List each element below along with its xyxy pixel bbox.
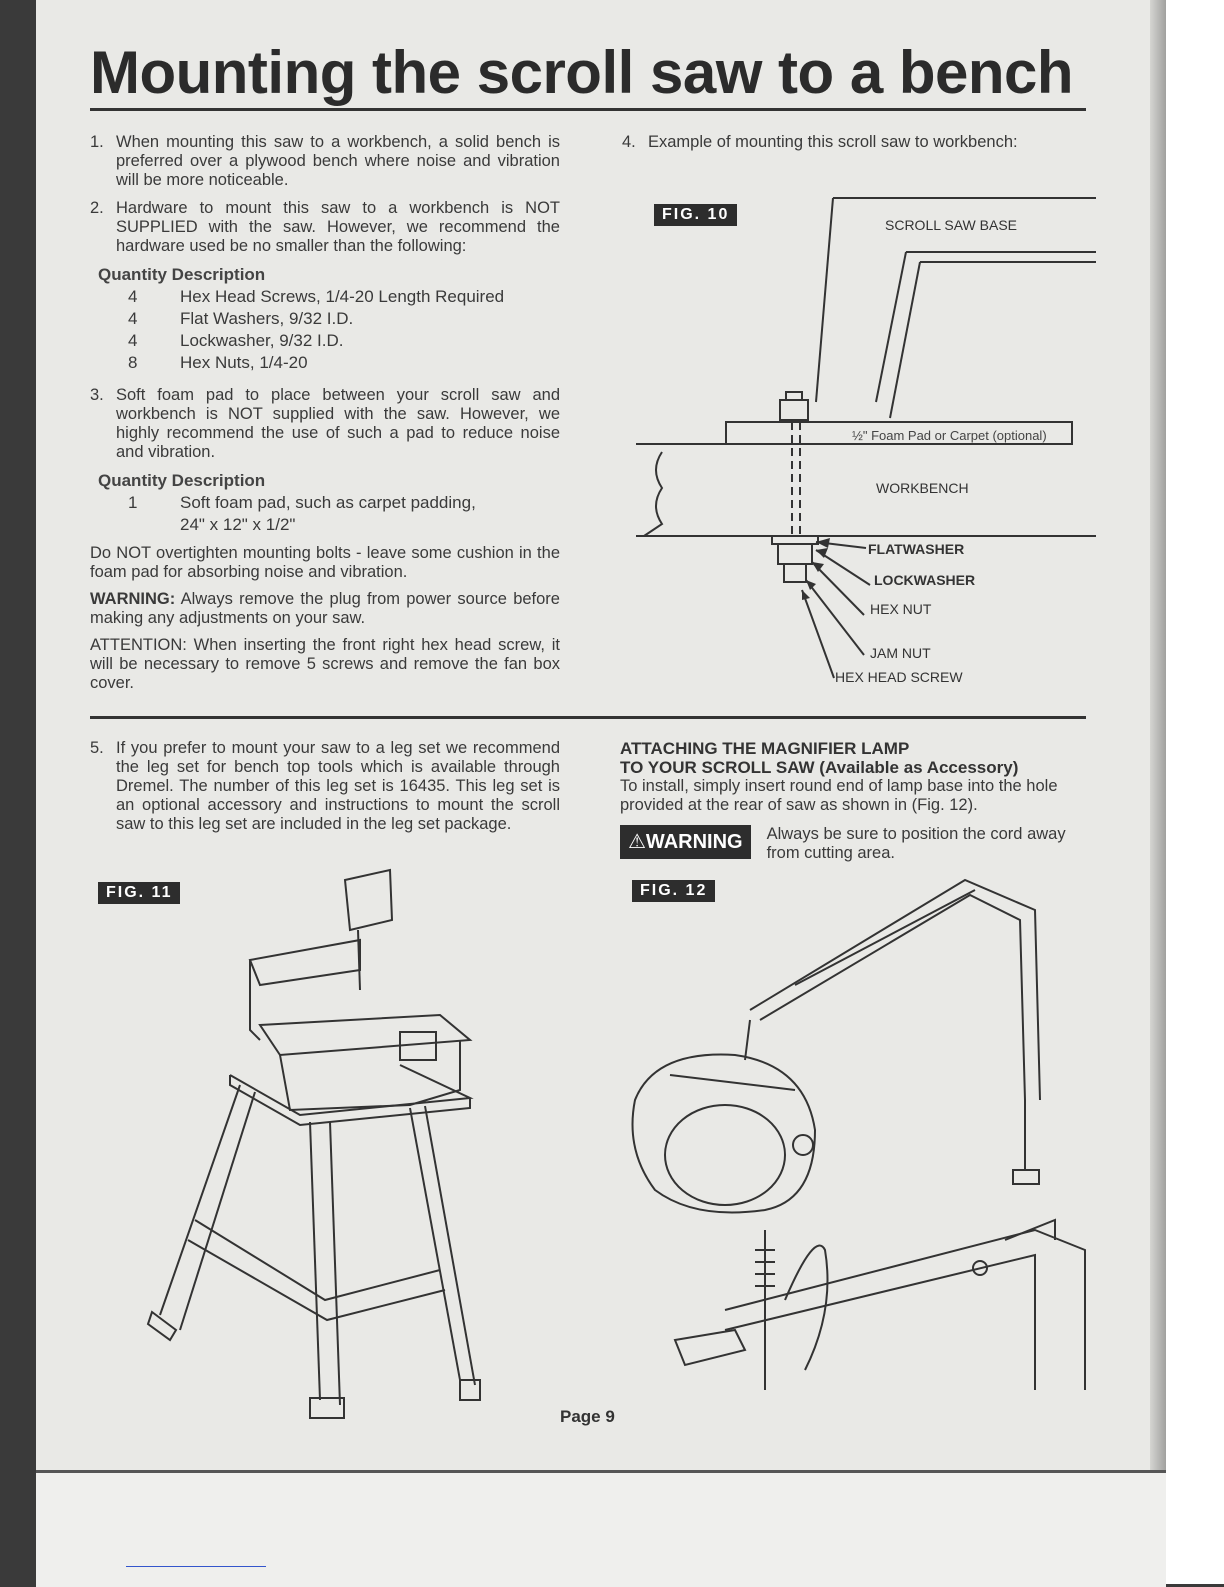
item-5: 5. If you prefer to mount your saw to a leg set we recommend the leg set for bench top tools which is available through Dremel. The number of this leg set is 16435. This leg set is an optional accessory and instructions to mount the scroll saw to this leg set are included in the leg set package. — [90, 739, 560, 833]
lamp-heading-1: ATTACHING THE MAGNIFIER LAMP — [620, 739, 910, 758]
item-5-text: If you prefer to mount your saw to a leg set we recommend the leg set for bench top tools which is available through Dremel. The number of this leg set is 16435. This leg set is an optional accessory and instructions to mount the scroll saw to this leg set are included in the leg set package. — [116, 739, 560, 833]
item-2-text: Hardware to mount this saw to a workbench is NOT SUPPLIED with the saw. However, we recommend the hardware used be no smaller than the following: — [116, 199, 560, 255]
label-flatwasher: FLATWASHER — [868, 541, 965, 557]
fig-10-diagram — [620, 190, 1100, 700]
left-column — [90, 133, 560, 693]
scan-margin — [1166, 0, 1224, 1584]
table-row: 4 Flat Washers, 9/32 I.D. — [128, 309, 354, 328]
table-row: 8 Hex Nuts, 1/4-20 — [128, 353, 308, 372]
table-row: 4 Hex Head Screws, 1/4-20 Length Required — [128, 287, 505, 306]
label-foam-pad: ½" Foam Pad or Carpet (optional) — [852, 428, 1047, 443]
lamp-heading-2: TO YOUR SCROLL SAW (Available as Accessory) — [620, 758, 1019, 777]
overtighten-note: Do NOT overtighten mounting bolts - leave some cushion in the foam pad for absorbing noise and vibration. — [90, 544, 560, 581]
link-underline — [126, 1566, 266, 1567]
warning-badge: ⚠WARNING — [620, 825, 751, 859]
fig-11-leg-set-illustration — [140, 860, 520, 1420]
lamp-warning-text: Always be sure to position the cord away from cutting area. — [766, 825, 1066, 862]
label-scroll-saw-base: SCROLL SAW BASE — [885, 217, 1018, 233]
table-row: 1 Soft foam pad, such as carpet padding, — [128, 493, 476, 512]
list-item-3: 3. Soft foam pad to place between your scroll saw and workbench is NOT supplied with the saw. However, we highly recommend the use of such a pad to reduce noise and vibration. — [90, 386, 560, 461]
table-1-header: Quantity Description — [98, 265, 266, 284]
page-number: Page 9 — [560, 1407, 615, 1426]
magnifier-lamp-section — [620, 739, 1090, 863]
list-item-1: 1. When mounting this saw to a workbench, a solid bench is preferred over a plywood bench where noise and vibration will be more noticeable. — [90, 133, 560, 189]
attention-note: ATTENTION: When inserting the front right hex head screw, it will be necessary to remove 5 screws and remove the fan box cover. — [90, 636, 560, 692]
item-4: 4. Example of mounting this scroll saw to workbench: — [622, 133, 1018, 151]
table-row: 24" x 12" x 1/2" — [180, 515, 296, 534]
list-item-2: 2. Hardware to mount this saw to a workbench is NOT SUPPLIED with the saw. However, we recommend the hardware used be no smaller than the following: — [90, 199, 560, 255]
label-workbench: WORKBENCH — [876, 480, 969, 496]
fig-11-label: FIG. 11 — [98, 882, 180, 904]
fig-10-label: FIG. 10 — [654, 204, 737, 226]
label-hex-head-screw: HEX HEAD SCREW — [835, 669, 963, 685]
item-1-text: When mounting this saw to a workbench, a solid bench is preferred over a plywood bench where noise and vibration will be more noticeable. — [116, 133, 560, 189]
label-lockwasher: LOCKWASHER — [874, 572, 976, 588]
item-3-text: Soft foam pad to place between your scroll saw and workbench is NOT supplied with the saw. However, we highly recommend the use of such a pad to reduce noise and vibration. — [116, 386, 560, 461]
lamp-warning — [620, 825, 1090, 863]
label-jam-nut: JAM NUT — [870, 645, 931, 661]
fig-12-magnifier-lamp-illustration — [615, 870, 1095, 1400]
lamp-install-text: To install, simply insert round end of lamp base into the hole provided at the rear of saw as shown in (Fig. 12). — [620, 777, 1058, 814]
section-divider — [90, 716, 1086, 719]
item-4-text: Example of mounting this scroll saw to workbench: — [648, 133, 1018, 151]
warning-note: WARNING: Always remove the plug from power source before making any adjustments on your saw. — [90, 590, 560, 627]
label-hex-nut: HEX NUT — [870, 601, 932, 617]
fig-12-label: FIG. 12 — [632, 880, 715, 902]
title-divider — [90, 108, 1086, 111]
table-row: 4 Lockwasher, 9/32 I.D. — [128, 331, 344, 350]
page-bottom-margin — [36, 1470, 1166, 1587]
page-title: Mounting the scroll saw to a bench — [90, 39, 1074, 106]
table-2-header: Quantity Description — [98, 471, 266, 490]
